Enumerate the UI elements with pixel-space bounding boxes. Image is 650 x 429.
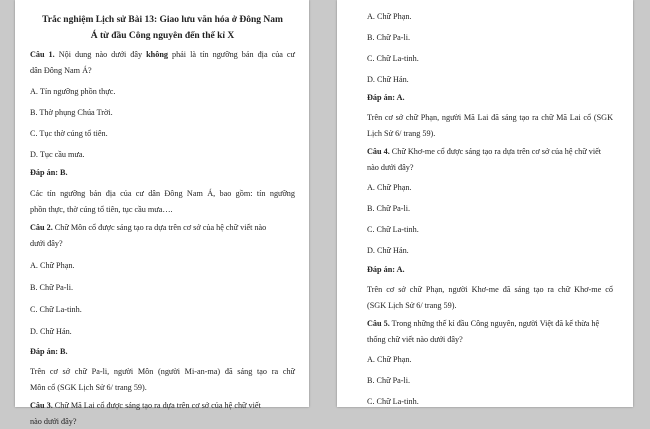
question-text: phải là tín ngưỡng bản địa của cư (167, 50, 295, 59)
question-text: Chữ Khơ-me cổ được sáng tạo ra dựa trên cơ sở của hệ chữ viết (389, 147, 602, 156)
document-title (30, 12, 295, 44)
option-c: C. Chữ La-tinh. (367, 54, 419, 63)
title-line: Á từ đầu Công nguyên đến thế kỉ X (90, 31, 235, 41)
option-b: B. Chữ Pa-li. (367, 33, 411, 42)
explanation-text: Trên cơ sở chữ Phạn, người Mã Lai đã sáng tạo ra chữ Mã Lai cổ (SGK (367, 113, 613, 122)
option-d: D. Chữ Hán. (30, 327, 72, 336)
question-text: thống chữ viết nào dưới đây? (367, 335, 463, 344)
question-text: Trong những thế kỉ đầu Công nguyên, người Việt đã kế thừa hệ (389, 319, 600, 328)
option-a: A. Chữ Phạn. (367, 355, 412, 364)
option-c: C. Tục thờ cúng tổ tiên. (30, 129, 108, 138)
explanation-text: (SGK Lịch Sử 6/ trang 59). (367, 301, 457, 310)
explanation-text: phồn thực, thờ cúng tổ tiên, tục cầu mưa…. (30, 205, 173, 214)
explanation-text: Môn cổ (SGK Lịch Sử 6/ trang 59). (30, 383, 147, 392)
option-a: A. Chữ Phạn. (367, 12, 412, 21)
question-2-text (30, 220, 295, 235)
question-text: dưới đây? (30, 239, 63, 248)
question-1-text (30, 47, 295, 62)
title-line: Trắc nghiệm Lịch sử Bài 13: Giao lưu văn hóa ở Đông Nam (42, 15, 283, 25)
explanation-text: Trên cơ sở chữ Pa-li, người Môn (người Mi-an-ma) đã sáng tạo ra chữ (30, 367, 295, 376)
answer-label: Đáp án: A. (367, 265, 405, 274)
explanation-text: Các tín ngưỡng bản địa của cư dân Đông Nam Á, bao gồm: tín ngưỡng (30, 189, 295, 198)
question-text: Nội dung nào dưới đây (54, 50, 147, 59)
document-page-left (15, 0, 309, 426)
option-c: C. Chữ La-tinh. (30, 305, 82, 314)
explanation-text: Lịch Sử 6/ trang 59). (367, 129, 436, 138)
answer-label: Đáp án: A. (367, 93, 405, 102)
option-b: B. Thờ phụng Chúa Trời. (30, 108, 113, 117)
answer-label: Đáp án: B. (30, 168, 68, 177)
question-5-text (367, 316, 613, 331)
option-b: B. Chữ Pa-li. (367, 204, 411, 213)
question-text: Chữ Môn cổ được sáng tạo ra dựa trên cơ sở của hệ chữ viết nào (52, 223, 267, 232)
option-a: A. Chữ Phạn. (30, 261, 75, 270)
question-number: Câu 3. (30, 401, 53, 410)
question-emphasis: không (146, 50, 168, 59)
question-text: dân Đông Nam Á? (30, 66, 92, 75)
document-page-right (337, 0, 633, 407)
question-number: Câu 5. (367, 319, 390, 328)
option-a: A. Chữ Phạn. (367, 183, 412, 192)
question-text: nào dưới đây? (367, 163, 414, 172)
option-d: D. Chữ Hán. (367, 75, 409, 84)
question-number: Câu 4. (367, 147, 390, 156)
option-c: C. Chữ La-tinh. (367, 225, 419, 234)
option-a: A. Tín ngưỡng phồn thực. (30, 87, 116, 96)
question-number: Câu 1. (30, 50, 55, 59)
question-text: Chữ Mã Lai cổ được sáng tạo ra dựa trên cơ sở của hệ chữ viết (52, 401, 261, 410)
option-d: D. Chữ Hán. (367, 246, 409, 255)
option-d: D. Tục cầu mưa. (30, 150, 85, 159)
question-3-text (30, 398, 295, 413)
option-b: B. Chữ Pa-li. (367, 376, 411, 385)
explanation-text: Trên cơ sở chữ Phạn, người Khơ-me đã sáng tạo ra chữ Khơ-me cổ (367, 285, 613, 294)
option-b: B. Chữ Pa-li. (30, 283, 74, 292)
question-text: nào dưới đây? (30, 417, 77, 426)
answer-label: Đáp án: B. (30, 347, 68, 356)
question-number: Câu 2. (30, 223, 53, 232)
question-4-text (367, 144, 613, 159)
option-c: C. Chữ La-tinh. (367, 397, 419, 406)
